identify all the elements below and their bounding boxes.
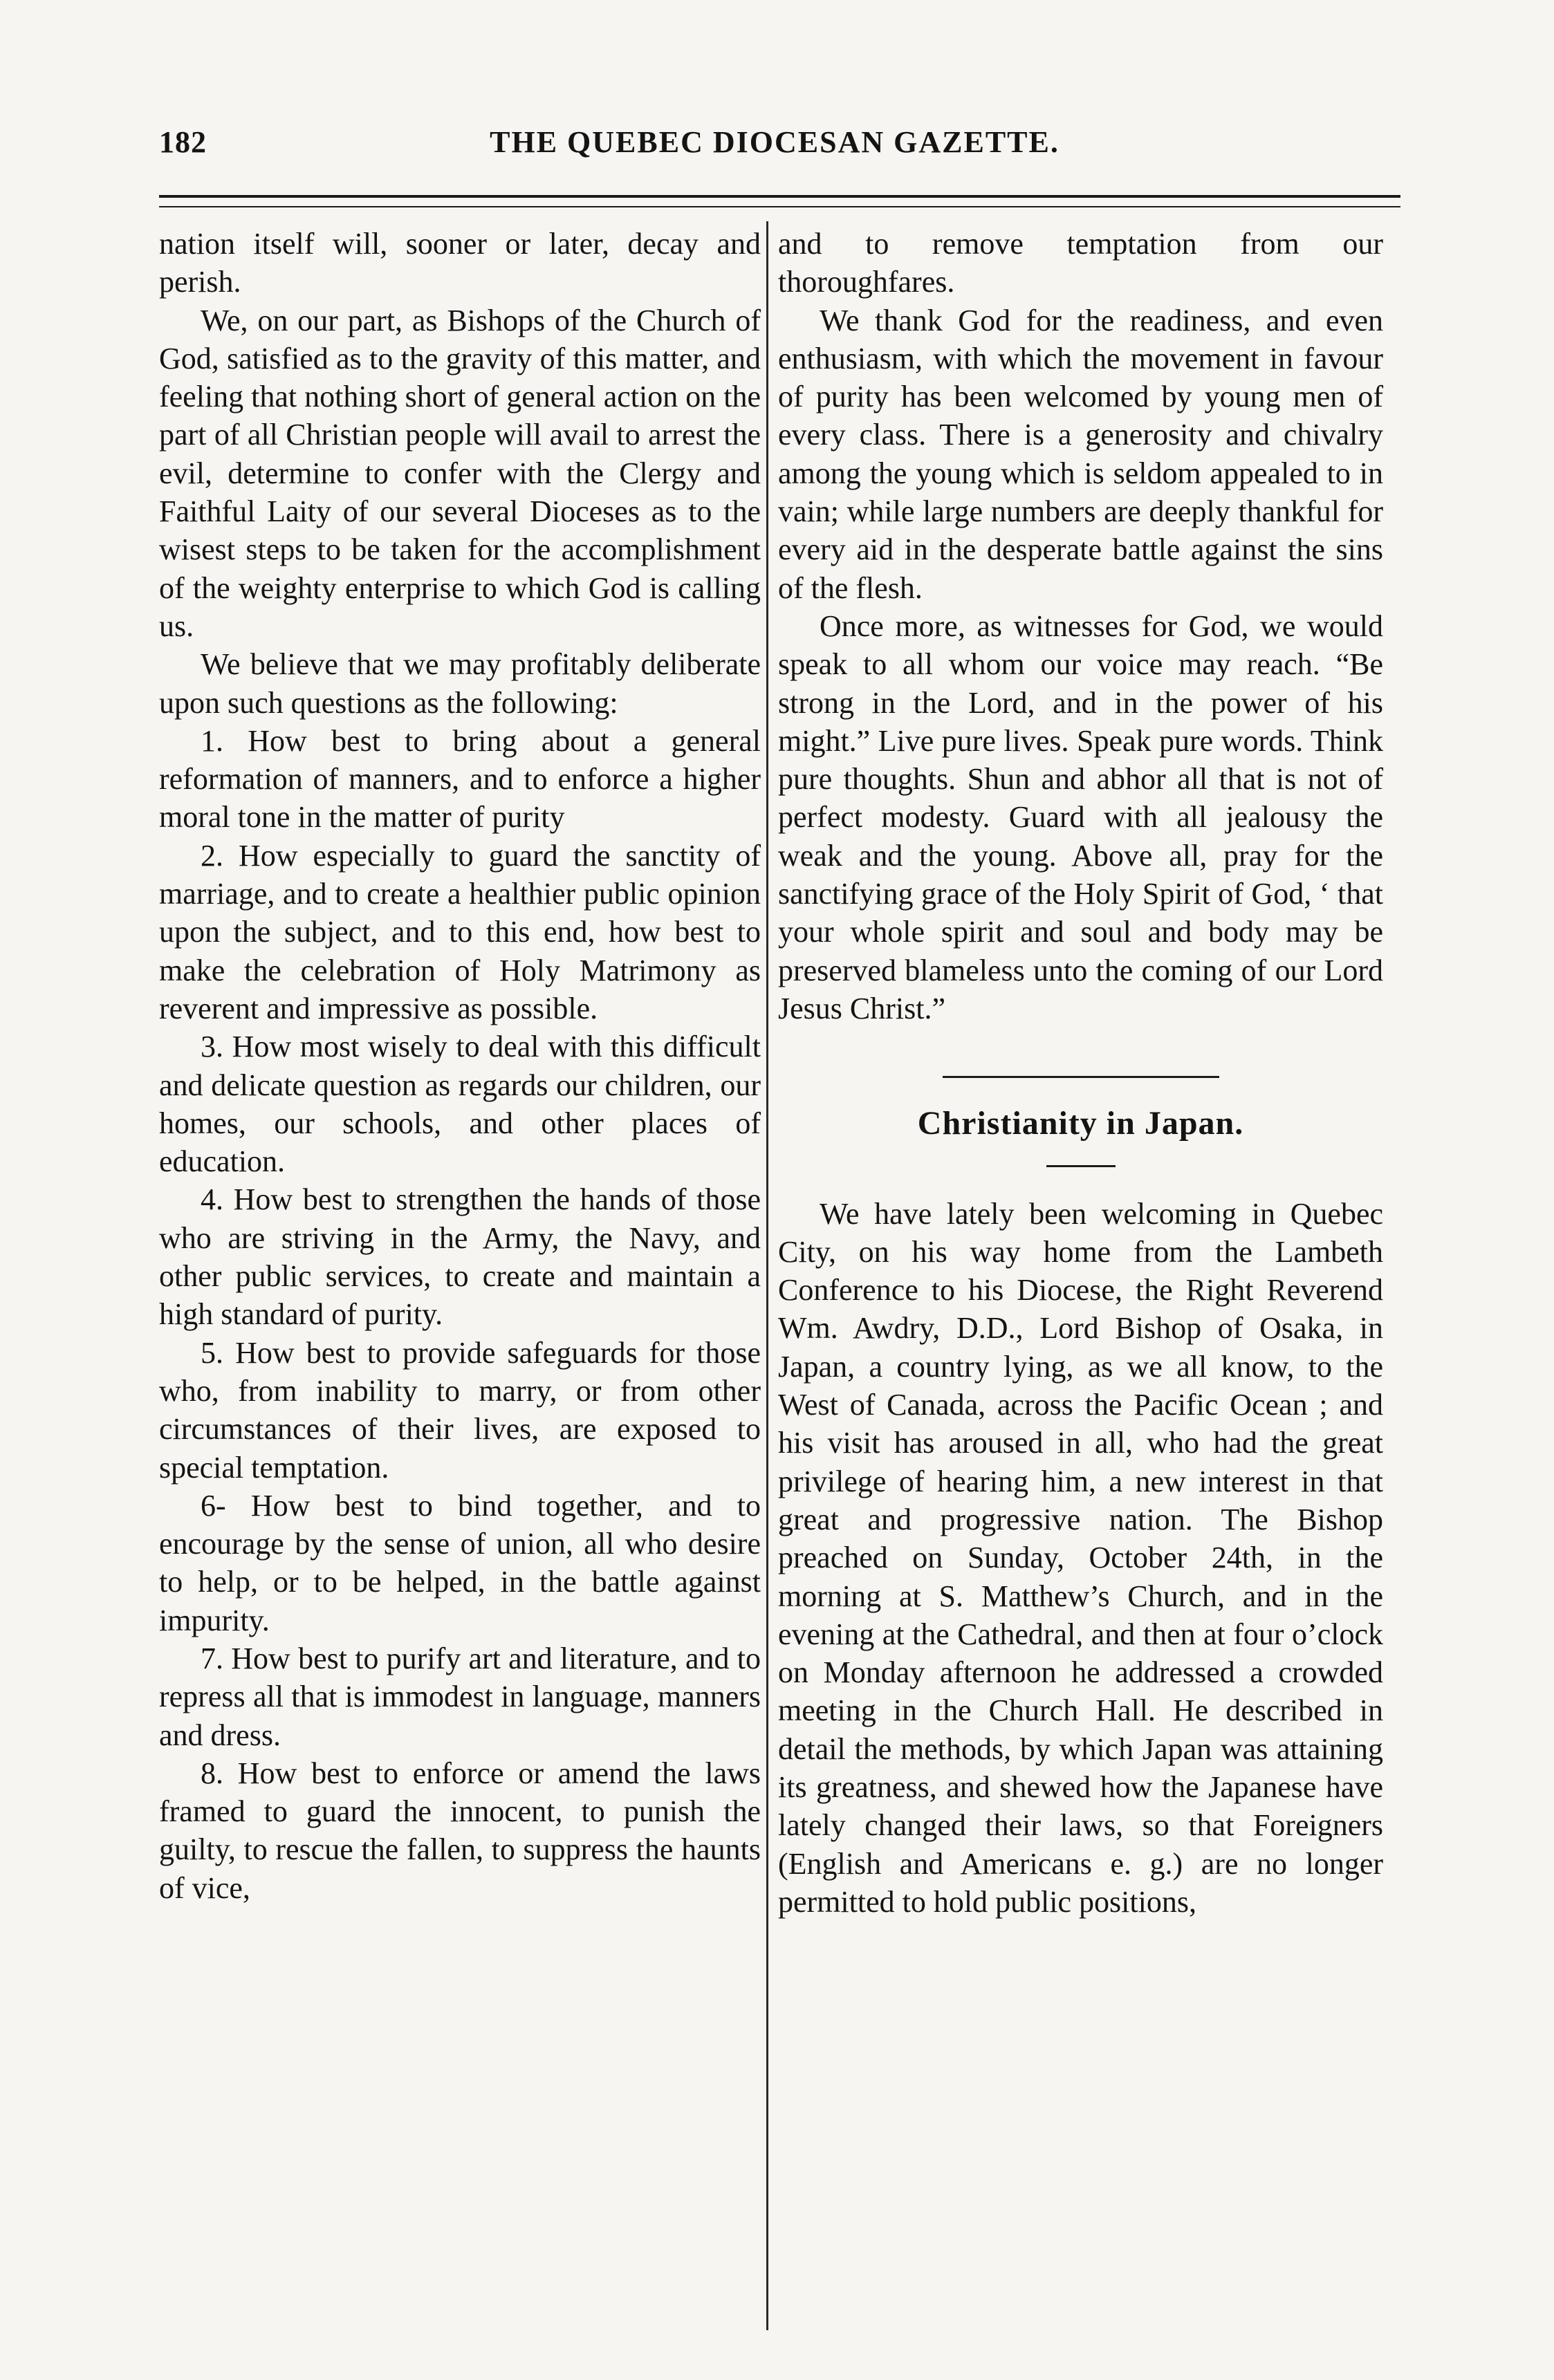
list-item-2: 2. How especially to guard the sanctity of marriage, and to create a healthier public opinion upon the subject, and to this end, how best to make the celebration of Holy Matrimony as reverent and impressive as possible.: [159, 838, 761, 1025]
list-item-1: 1. How best to bring about a general reformation of manners, and to enforce a higher moral tone in the matter of purity: [159, 723, 761, 835]
list-item-7: 7. How best to purify art and literature, and to repress all that is immodest in language, manners and dress.: [159, 1641, 761, 1752]
list-item-3: 3. How most wisely to deal with this difficult and delicate question as regards our children, our homes, our schools, and other places of education.: [159, 1030, 761, 1179]
section-paragraph-1: We have lately been welcoming in Quebec City, on his way home from the Lambeth Conference to his Diocese, the Right Reverend Wm. Awdry, D.D., Lord Bishop of Osaka, in Japan, a country lying, as we all know, to the West of Canada, across the Pacific Ocean ; and his visit has aroused in all, who had the great privilege of hearing him, a new interest in that great and progressive nation. The Bishop preached on Sunday, October 24th, in the morning at S. Matthew’s Church, and in the evening at the Cathedral, and then at four o’clock on Monday afternoon he addressed a crowded meeting in the Church Hall. He described in detail the methods, by which Japan was attaining its greatness, and shewed how the Japanese have lately changed their laws, so that Foreigners (English and Americans e. g.) are no longer permitted to hold public positions,: [778, 1196, 1383, 1919]
left-column: [159, 225, 761, 1907]
page-header: [159, 124, 1390, 173]
right-paragraph-2: We thank God for the readiness, and even enthusiasm, with which the movement in favour of purity has been welcomed by young men of every class. There is a generosity and chivalry among the young which is seldom appealed to in vain; while large numbers are deeply thankful for every aid in the desperate battle against the sins of the flesh.: [778, 303, 1383, 605]
right-paragraph-3: Once more, as witnesses for God, we would speak to all whom our voice may reach. “Be strong in the Lord, and in the power of his might.” Live pure lives. Speak pure words. Think pure thoughts. Shun and abhor all that is not of perfect modesty. Guard with all jealousy the weak and the young. Above all, pray for the sanctifying grace of the Holy Spirit of God, ‘ that your whole spirit and soul and body may be preserved blameless unto the coming of our Lord Jesus Christ.”: [778, 608, 1383, 1025]
list-item-8: 8. How best to enforce or amend the laws framed to guard the innocent, to punish the guilty, to rescue the fallen, to suppress the haunts of vice,: [159, 1756, 761, 1905]
list-item-5: 5. How best to provide safeguards for those who, from inability to marry, or from other circumstances of their lives, are exposed to special temptation.: [159, 1335, 761, 1485]
list-item-6: 6- How best to bind together, and to encourage by the sense of union, all who desire to help, or to be helped, in the battle against impurity.: [159, 1488, 761, 1637]
running-title: THE QUEBEC DIOCESAN GAZETTE.: [490, 125, 1060, 159]
list-item-4: 4. How best to strengthen the hands of those who are striving in the Army, the Navy, and other public services, to create and maintain a high standard of purity.: [159, 1182, 761, 1332]
section-heading: Christianity in Japan.: [917, 1105, 1244, 1142]
page-number: 182: [159, 125, 207, 159]
header-rule-thick: [159, 195, 1400, 198]
left-paragraph-2: We, on our part, as Bishops of the Church of God, satisfied as to the gravity of this matter, and feeling that nothing short of general action on the part of all Christian people will avail to arrest the evil, determine to confer with the Clergy and Faithful Laity of our several Dioceses as to the wisest steps to be taken for the accomplishment of the weighty enterprise to which God is calling us.: [159, 303, 761, 643]
header-rule-thin: [159, 206, 1400, 207]
section-short-rule: [1046, 1165, 1116, 1167]
right-column: [778, 225, 1383, 1921]
section-rule: [943, 1076, 1219, 1078]
right-paragraph-1: and to remove temptation from our thoroughfares.: [778, 227, 1383, 299]
column-divider: [766, 221, 768, 2330]
left-paragraph-3: We believe that we may profitably deliberate upon such questions as the following:: [159, 647, 761, 720]
left-paragraph-1: nation itself will, sooner or later, decay and perish.: [159, 227, 761, 299]
